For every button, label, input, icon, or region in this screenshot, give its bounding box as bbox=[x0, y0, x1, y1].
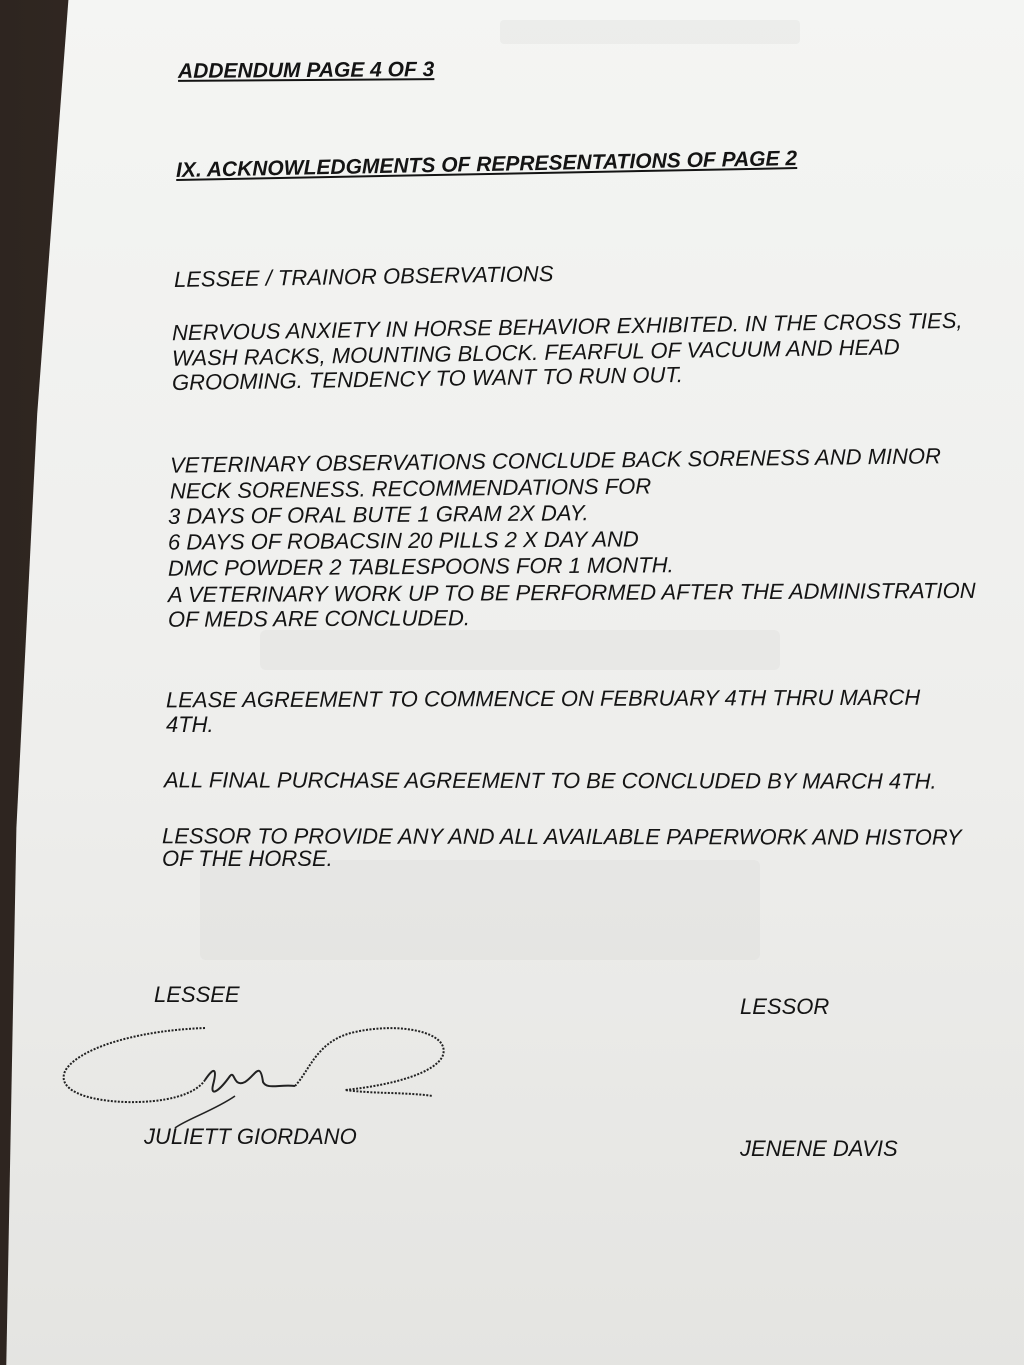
veterinary-line: NECK SORENESS. RECOMMENDATIONS FOR bbox=[169, 473, 652, 504]
behavior-line: WASH RACKS, MOUNTING BLOCK. FEARFUL OF VACUUM AND HEAD bbox=[171, 334, 900, 371]
behavior-line: GROOMING. TENDENCY TO WANT TO RUN OUT. bbox=[171, 361, 684, 396]
observations-label: LESSEE / TRAINOR OBSERVATIONS bbox=[173, 261, 554, 292]
lessee-label: LESSEE bbox=[154, 982, 240, 1007]
paperwork-line: LESSOR TO PROVIDE ANY AND ALL AVAILABLE PAPERWORK AND HISTORY bbox=[161, 823, 962, 850]
veterinary-line: OF MEDS ARE CONCLUDED. bbox=[167, 605, 470, 632]
veterinary-line: 6 DAYS OF ROBACSIN 20 PILLS 2 X DAY AND bbox=[167, 526, 639, 555]
addendum-title: ADDENDUM PAGE 4 OF 3 bbox=[177, 58, 435, 83]
lessor-name: JENENE DAVIS bbox=[740, 1136, 898, 1161]
lessor-label: LESSOR bbox=[740, 994, 830, 1019]
veterinary-line: 3 DAYS OF ORAL BUTE 1 GRAM 2X DAY. bbox=[167, 500, 589, 529]
lease-line: LEASE AGREEMENT TO COMMENCE ON FEBRUARY 4TH THRU MARCH bbox=[165, 684, 921, 713]
purchase-line: ALL FINAL PURCHASE AGREEMENT TO BE CONCLUDED BY MARCH 4TH. bbox=[163, 767, 937, 794]
section-title: IX. ACKNOWLEDGMENTS OF REPRESENTATIONS OF PAGE 2 bbox=[175, 147, 798, 182]
veterinary-line: A VETERINARY WORK UP TO BE PERFORMED AFTER THE ADMINISTRATION bbox=[167, 577, 976, 608]
lessee-signature bbox=[55, 1010, 455, 1130]
lease-line: 4TH. bbox=[166, 712, 214, 737]
lessee-name: JULIETT GIORDANO bbox=[144, 1124, 357, 1149]
veterinary-line: DMC POWDER 2 TABLESPOONS FOR 1 MONTH. bbox=[167, 552, 674, 581]
veterinary-line: VETERINARY OBSERVATIONS CONCLUDE BACK SORENESS AND MINOR bbox=[169, 443, 942, 478]
paperwork-line: OF THE HORSE. bbox=[162, 846, 333, 871]
behavior-line: NERVOUS ANXIETY IN HORSE BEHAVIOR EXHIBITED. IN THE CROSS TIES, bbox=[171, 307, 963, 346]
